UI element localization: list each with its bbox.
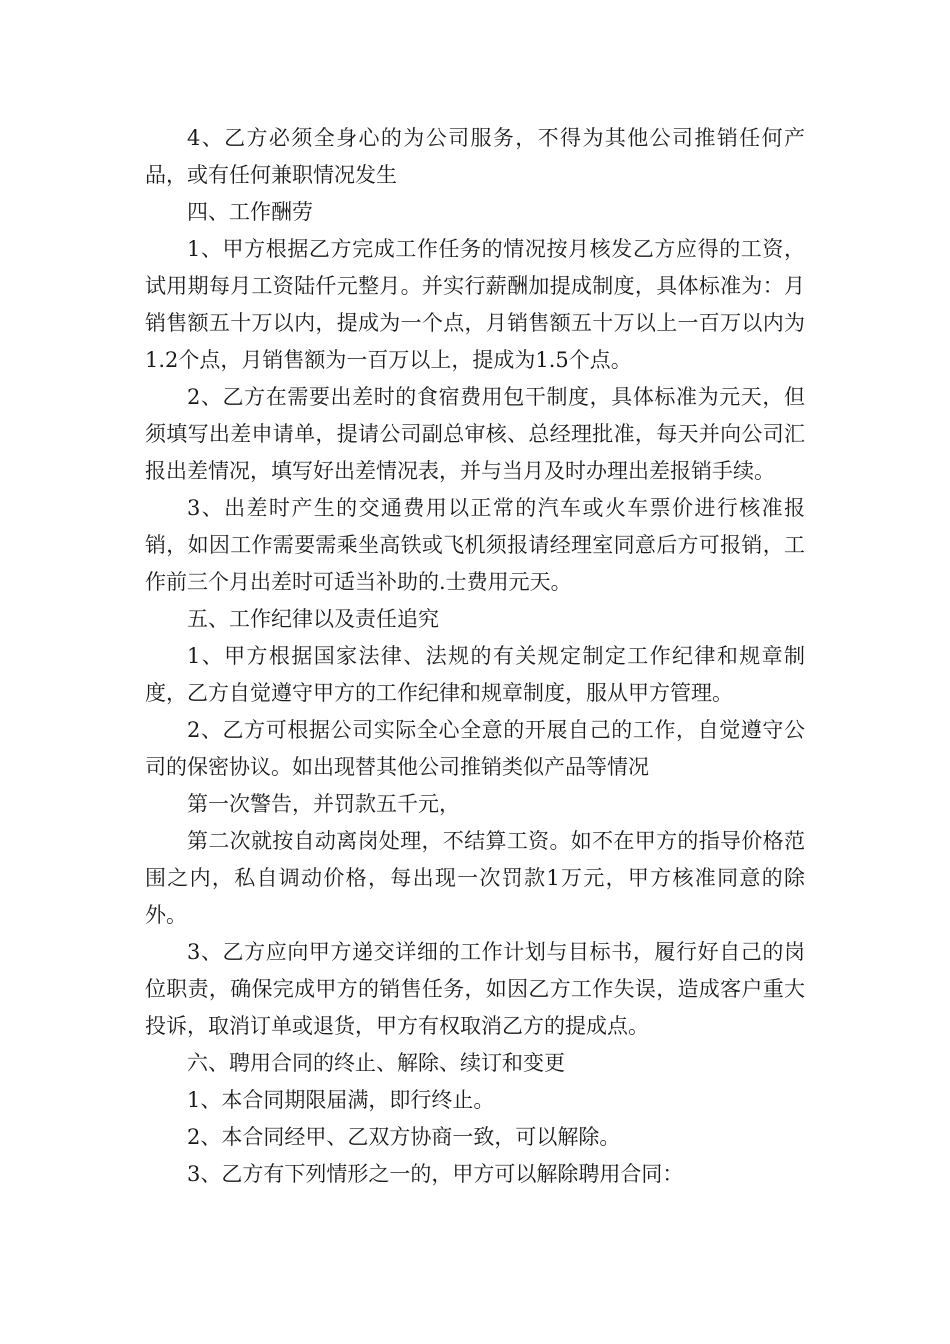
clause-paragraph: 3、乙方有下列情形之一的，甲方可以解除聘用合同： [187, 1162, 684, 1186]
clause-paragraph: 3、乙方应向甲方递交详细的工作计划与目标书，履行好自己的岗位职责，确保完成甲方的销售任务，如因乙方工作失误，造成客户重大投诉，取消订单或退货，甲方有权取消乙方的提成点。 [145, 940, 805, 1038]
clause-paragraph: 2、本合同经甲、乙双方协商一致，可以解除。 [187, 1125, 621, 1149]
document-body [145, 120, 805, 1193]
clause-paragraph: 第二次就按自动离岗处理，不结算工资。如不在甲方的指导价格范围之内，私自调动价格，每出现一次罚款1万元，甲方核准同意的除外。 [145, 829, 805, 927]
clause-paragraph: 2、乙方可根据公司实际全心全意的开展自己的工作，自觉遵守公司的保密协议。如出现替其他公司推销类似产品等情况 [145, 718, 805, 779]
clause-paragraph: 4、乙方必须全身心的为公司服务，不得为其他公司推销任何产品，或有任何兼职情况发生 [145, 126, 805, 187]
clause-paragraph: 2、乙方在需要出差时的食宿费用包干制度，具体标准为元天，但须填写出差申请单，提请公司副总审核、总经理批准，每天并向公司汇报出差情况，填写好出差情况表，并与当月及时办理出差报销手续。 [145, 385, 805, 483]
section-heading: 五、工作纪律以及责任追究 [187, 607, 439, 631]
clause-paragraph: 1、本合同期限届满，即行终止。 [187, 1088, 495, 1112]
section-heading: 四、工作酬劳 [187, 200, 313, 224]
clause-paragraph: 1、甲方根据国家法律、法规的有关规定制定工作纪律和规章制度，乙方自觉遵守甲方的工作纪律和规章制度，服从甲方管理。 [145, 644, 805, 705]
clause-paragraph: 3、出差时产生的交通费用以正常的汽车或火车票价进行核准报销，如因工作需要需乘坐高铁或飞机须报请经理室同意后方可报销，工作前三个月出差时可适当补助的.士费用元天。 [145, 496, 805, 594]
clause-paragraph: 1、甲方根据乙方完成工作任务的情况按月核发乙方应得的工资，试用期每月工资陆仟元整月。并实行薪酬加提成制度，具体标准为：月销售额五十万以内，提成为一个点，月销售额五十万以上一百万以内为1.2个点，月销售额为一百万以上，提成为1.5个点。 [145, 237, 805, 372]
clause-paragraph: 第一次警告，并罚款五千元， [187, 792, 460, 816]
section-heading: 六、聘用合同的终止、解除、续订和变更 [187, 1051, 565, 1075]
